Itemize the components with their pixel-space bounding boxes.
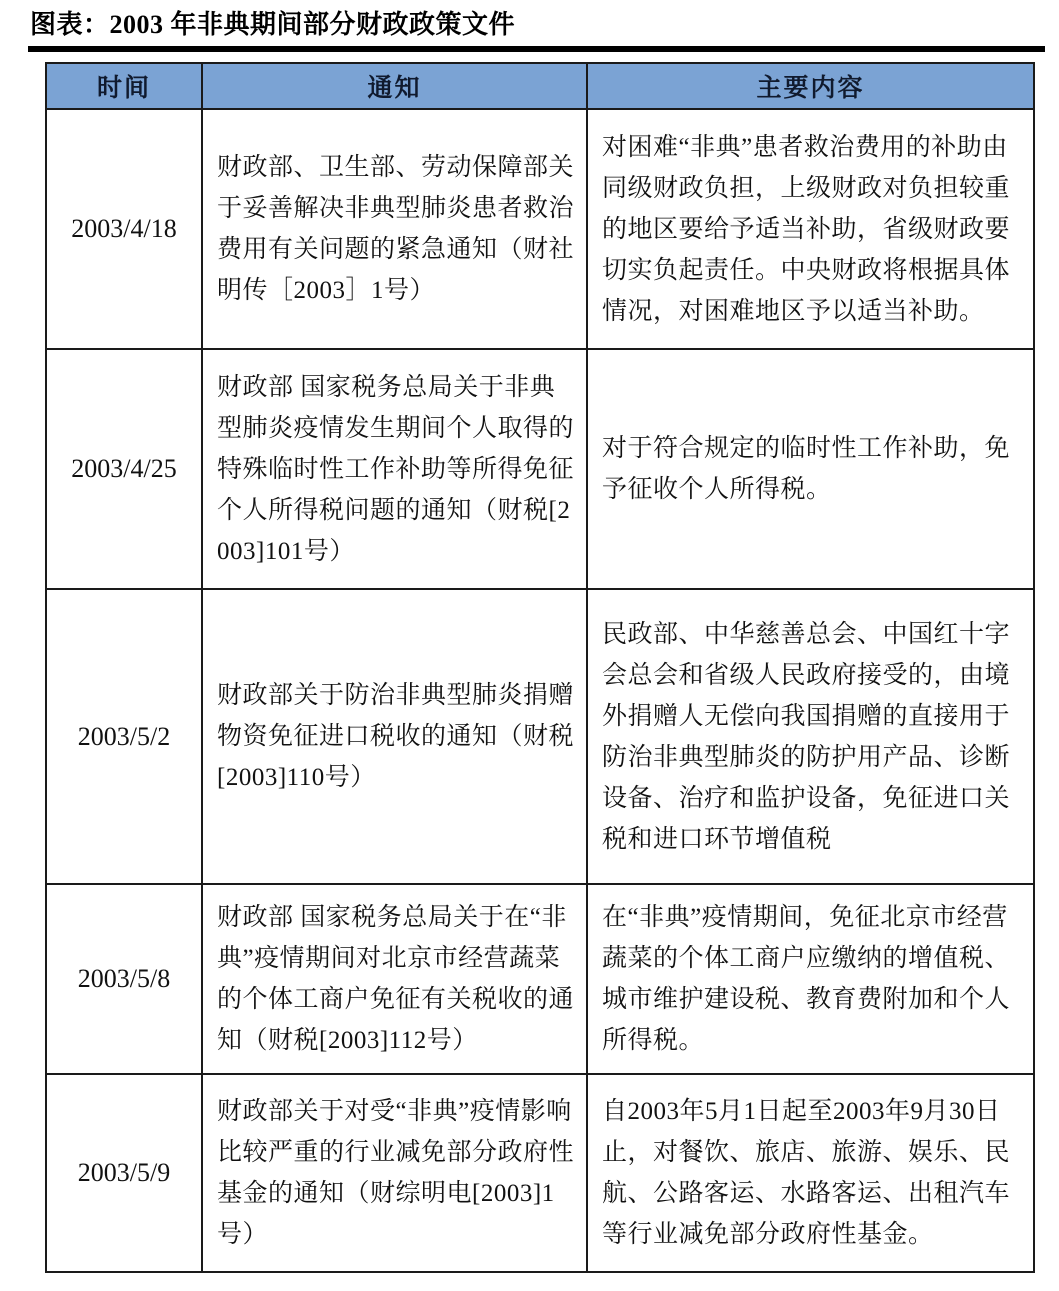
table-row [46, 109, 1034, 349]
cell-notice: 财政部、卫生部、劳动保障部关于妥善解决非典型肺炎患者救治费用有关问题的紧急通知（财社明传［2003］1号） [202, 109, 587, 349]
cell-content: 自2003年5月1日起至2003年9月30日止，对餐饮、旅店、旅游、娱乐、民航、公路客运、水路客运、出租汽车等行业减免部分政府性基金。 [587, 1074, 1034, 1272]
title-block [0, 8, 1059, 52]
table-row [46, 349, 1034, 589]
title-divider [28, 46, 1045, 52]
cell-date: 2003/5/9 [46, 1074, 202, 1272]
policy-table-container [45, 62, 1033, 1273]
cell-content: 对困难“非典”患者救治费用的补助由同级财政负担，上级财政对负担较重的地区要给予适当补助，省级财政要切实负起责任。中央财政将根据具体情况，对困难地区予以适当补助。 [587, 109, 1034, 349]
table-row [46, 589, 1034, 884]
column-header-notice: 通知 [202, 63, 587, 109]
cell-content: 民政部、中华慈善总会、中国红十字会总会和省级人民政府接受的，由境外捐赠人无偿向我国捐赠的直接用于防治非典型肺炎的防护用产品、诊断设备、治疗和监护设备，免征进口关税和进口环节增值税 [587, 589, 1034, 884]
cell-date: 2003/4/18 [46, 109, 202, 349]
cell-content: 对于符合规定的临时性工作补助，免予征收个人所得税。 [587, 349, 1034, 589]
page-title: 图表：2003 年非典期间部分财政政策文件 [30, 10, 516, 39]
cell-date: 2003/5/2 [46, 589, 202, 884]
cell-date: 2003/4/25 [46, 349, 202, 589]
policy-table [45, 62, 1035, 1273]
cell-notice: 财政部 国家税务总局关于在“非典”疫情期间对北京市经营蔬菜的个体工商户免征有关税收的通知（财税[2003]112号） [202, 884, 587, 1074]
cell-notice: 财政部关于防治非典型肺炎捐赠物资免征进口税收的通知（财税[2003]110号） [202, 589, 587, 884]
table-row [46, 1074, 1034, 1272]
cell-content: 在“非典”疫情期间，免征北京市经营蔬菜的个体工商户应缴纳的增值税、城市维护建设税、教育费附加和个人所得税。 [587, 884, 1034, 1074]
cell-date: 2003/5/8 [46, 884, 202, 1074]
table-header [46, 63, 1034, 109]
table-row [46, 884, 1034, 1074]
cell-notice: 财政部 国家税务总局关于非典型肺炎疫情发生期间个人取得的特殊临时性工作补助等所得免征个人所得税问题的通知（财税[2003]101号） [202, 349, 587, 589]
column-header-date: 时间 [46, 63, 202, 109]
table-header-row [46, 63, 1034, 109]
cell-notice: 财政部关于对受“非典”疫情影响比较严重的行业减免部分政府性基金的通知（财综明电[2003]1号） [202, 1074, 587, 1272]
table-body [46, 109, 1034, 1272]
column-header-content: 主要内容 [587, 63, 1034, 109]
